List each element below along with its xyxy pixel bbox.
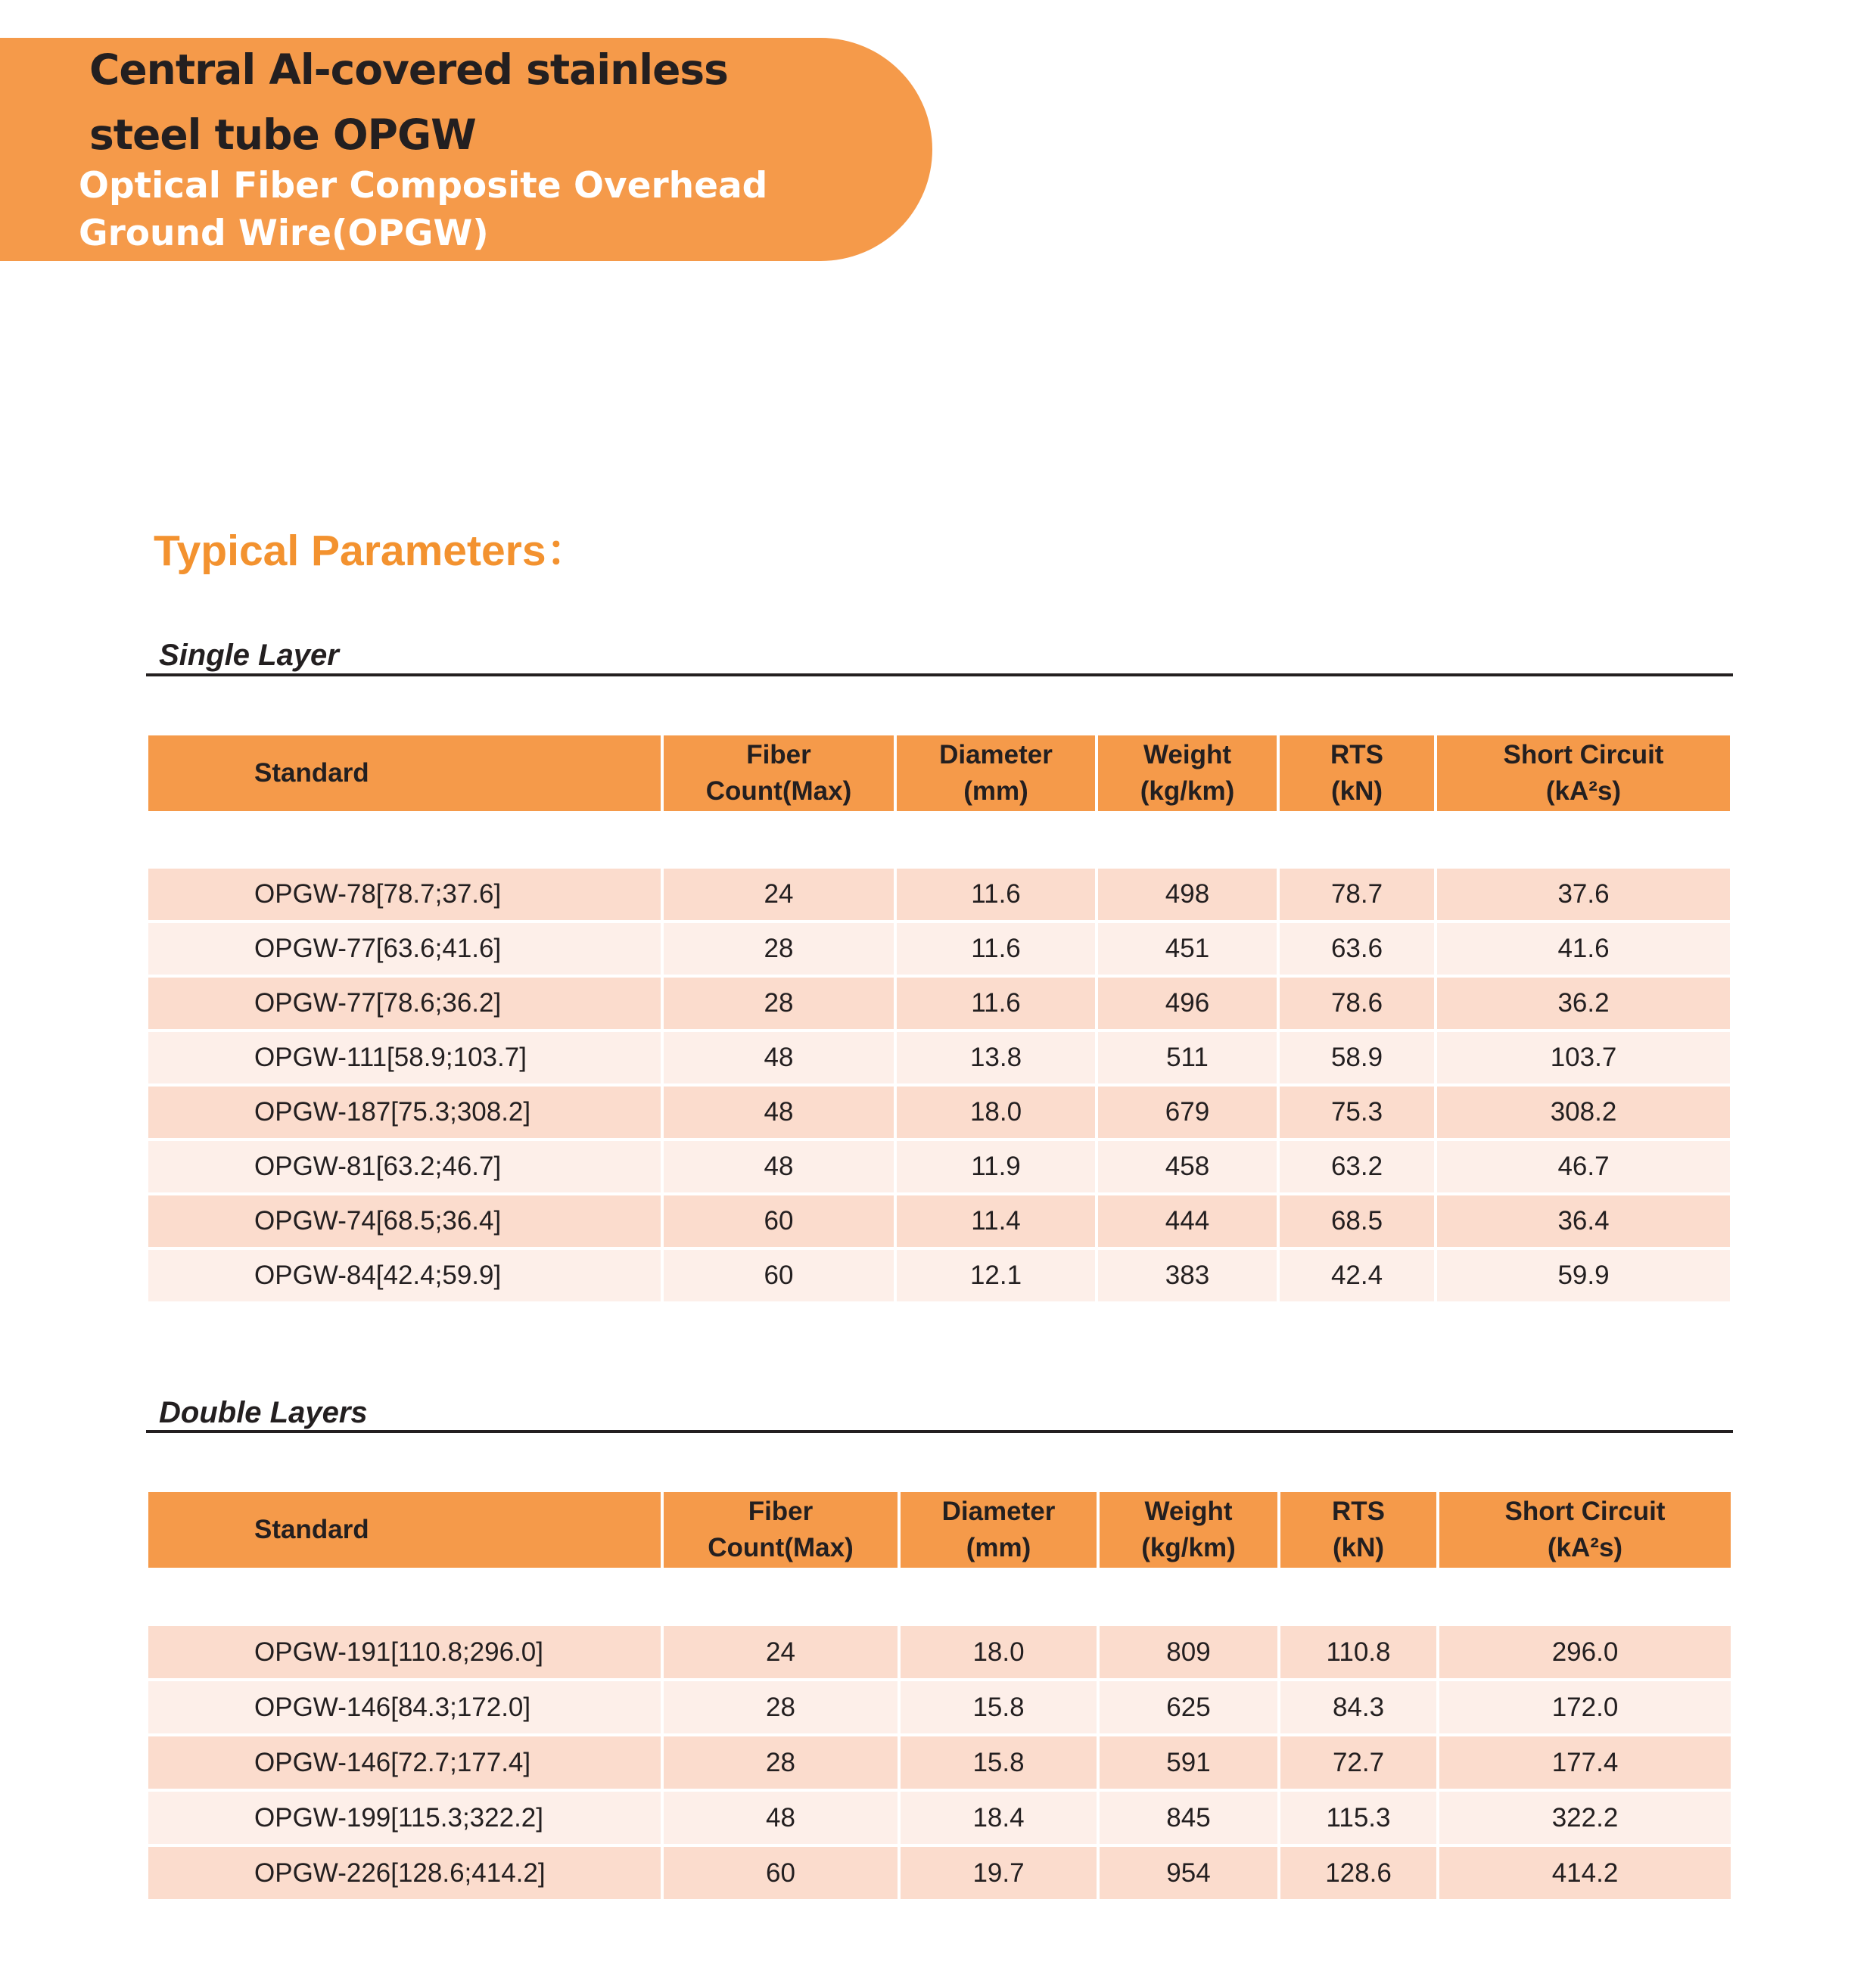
- cell-fiber-count: 48: [664, 1141, 894, 1192]
- table-row: [148, 1847, 1731, 1899]
- cell-short-circuit: 37.6: [1437, 869, 1730, 920]
- cell-diameter: 15.8: [901, 1736, 1097, 1789]
- cell-rts: 68.5: [1280, 1195, 1434, 1247]
- table-header-row: [148, 1492, 1731, 1568]
- double-layers-rule: [146, 1430, 1733, 1433]
- page-subtitle-line-2: Ground Wire(OPGW): [79, 213, 489, 254]
- cell-rts: 78.6: [1280, 978, 1434, 1029]
- cell-diameter: 11.4: [897, 1195, 1095, 1247]
- column-header-standard: Standard: [148, 1492, 661, 1568]
- single-layer-title: Single Layer: [159, 639, 339, 672]
- cell-diameter: 18.0: [901, 1626, 1097, 1678]
- cell-short-circuit: 36.2: [1437, 978, 1730, 1029]
- cell-weight: 451: [1098, 923, 1277, 975]
- cell-short-circuit: 414.2: [1439, 1847, 1731, 1899]
- column-header-rts: RTS (kN): [1280, 1492, 1436, 1568]
- column-header-rts: RTS (kN): [1280, 735, 1434, 811]
- table-row: [148, 869, 1730, 920]
- cell-standard: OPGW-226[128.6;414.2]: [148, 1847, 661, 1899]
- cell-diameter: 11.6: [897, 978, 1095, 1029]
- table-row: [148, 923, 1730, 975]
- cell-fiber-count: 28: [664, 1681, 898, 1733]
- cell-short-circuit: 41.6: [1437, 923, 1730, 975]
- single-layer-rows: [148, 814, 1730, 1301]
- cell-diameter: 11.6: [897, 869, 1095, 920]
- page-subtitle-line-1: Optical Fiber Composite Overhead: [79, 165, 768, 207]
- cell-weight: 625: [1100, 1681, 1277, 1733]
- table-row: [148, 1681, 1731, 1733]
- column-header-diameter: Diameter (mm): [901, 1492, 1097, 1568]
- cell-standard: OPGW-84[42.4;59.9]: [148, 1250, 661, 1301]
- cell-diameter: 15.8: [901, 1681, 1097, 1733]
- cell-rts: 75.3: [1280, 1087, 1434, 1138]
- cell-rts: 63.2: [1280, 1141, 1434, 1192]
- column-header-diameter: Diameter (mm): [897, 735, 1095, 811]
- cell-standard: OPGW-191[110.8;296.0]: [148, 1626, 661, 1678]
- cell-short-circuit: 296.0: [1439, 1626, 1731, 1678]
- table-row: [148, 978, 1730, 1029]
- cell-diameter: 11.6: [897, 923, 1095, 975]
- cell-fiber-count: 48: [664, 1032, 894, 1083]
- cell-rts: 72.7: [1280, 1736, 1436, 1789]
- cell-fiber-count: 60: [664, 1250, 894, 1301]
- cell-diameter: 12.1: [897, 1250, 1095, 1301]
- cell-rts: 58.9: [1280, 1032, 1434, 1083]
- cell-short-circuit: 308.2: [1437, 1087, 1730, 1138]
- cell-standard: OPGW-146[84.3;172.0]: [148, 1681, 661, 1733]
- cell-standard: OPGW-74[68.5;36.4]: [148, 1195, 661, 1247]
- table-header-row: [148, 735, 1730, 811]
- cell-fiber-count: 28: [664, 978, 894, 1029]
- cell-short-circuit: 322.2: [1439, 1792, 1731, 1844]
- header-spacer-cell: [148, 814, 1730, 866]
- cell-rts: 42.4: [1280, 1250, 1434, 1301]
- cell-fiber-count: 24: [664, 869, 894, 920]
- cell-short-circuit: 177.4: [1439, 1736, 1731, 1789]
- cell-rts: 63.6: [1280, 923, 1434, 975]
- cell-standard: OPGW-81[63.2;46.7]: [148, 1141, 661, 1192]
- column-header-weight: Weight (kg/km): [1100, 1492, 1277, 1568]
- cell-fiber-count: 28: [664, 923, 894, 975]
- double-layers-rows: [148, 1571, 1731, 1899]
- single-layer-rule: [146, 673, 1733, 676]
- cell-fiber-count: 60: [664, 1847, 898, 1899]
- cell-weight: 444: [1098, 1195, 1277, 1247]
- cell-fiber-count: 48: [664, 1792, 898, 1844]
- typical-parameters-heading: Typical Parameters：: [154, 527, 590, 575]
- cell-fiber-count: 28: [664, 1736, 898, 1789]
- cell-short-circuit: 36.4: [1437, 1195, 1730, 1247]
- cell-weight: 458: [1098, 1141, 1277, 1192]
- column-header-weight: Weight (kg/km): [1098, 735, 1277, 811]
- single-layer-table: [145, 732, 1733, 1304]
- cell-diameter: 18.4: [901, 1792, 1097, 1844]
- cell-rts: 115.3: [1280, 1792, 1436, 1844]
- cell-fiber-count: 60: [664, 1195, 894, 1247]
- cell-weight: 679: [1098, 1087, 1277, 1138]
- table-row: [148, 1032, 1730, 1083]
- table-row: [148, 1087, 1730, 1138]
- cell-short-circuit: 46.7: [1437, 1141, 1730, 1192]
- table-row: [148, 1195, 1730, 1247]
- cell-rts: 128.6: [1280, 1847, 1436, 1899]
- cell-weight: 498: [1098, 869, 1277, 920]
- cell-diameter: 18.0: [897, 1087, 1095, 1138]
- column-header-standard: Standard: [148, 735, 661, 811]
- header-spacer: [148, 814, 1730, 866]
- cell-standard: OPGW-187[75.3;308.2]: [148, 1087, 661, 1138]
- cell-short-circuit: 172.0: [1439, 1681, 1731, 1733]
- cell-weight: 591: [1100, 1736, 1277, 1789]
- column-header-short-circuit: Short Circuit (kA²s): [1437, 735, 1730, 811]
- cell-standard: OPGW-77[63.6;41.6]: [148, 923, 661, 975]
- table-row: [148, 1792, 1731, 1844]
- cell-standard: OPGW-78[78.7;37.6]: [148, 869, 661, 920]
- column-header-fiber-count: Fiber Count(Max): [664, 1492, 898, 1568]
- cell-rts: 84.3: [1280, 1681, 1436, 1733]
- cell-weight: 511: [1098, 1032, 1277, 1083]
- cell-weight: 383: [1098, 1250, 1277, 1301]
- header-spacer-cell: [148, 1571, 1731, 1623]
- table-row: [148, 1626, 1731, 1678]
- column-header-fiber-count: Fiber Count(Max): [664, 735, 894, 811]
- cell-fiber-count: 24: [664, 1626, 898, 1678]
- header-spacer: [148, 1571, 1731, 1623]
- cell-rts: 78.7: [1280, 869, 1434, 920]
- cell-standard: OPGW-146[72.7;177.4]: [148, 1736, 661, 1789]
- cell-standard: OPGW-77[78.6;36.2]: [148, 978, 661, 1029]
- cell-diameter: 11.9: [897, 1141, 1095, 1192]
- cell-standard: OPGW-199[115.3;322.2]: [148, 1792, 661, 1844]
- column-header-short-circuit: Short Circuit (kA²s): [1439, 1492, 1731, 1568]
- page-title-line-1: Central Al-covered stainless: [89, 45, 728, 94]
- table-row: [148, 1250, 1730, 1301]
- double-layers-title: Double Layers: [159, 1396, 368, 1429]
- page-title-line-2: steel tube OPGW: [89, 110, 476, 159]
- cell-diameter: 13.8: [897, 1032, 1095, 1083]
- table-row: [148, 1141, 1730, 1192]
- cell-fiber-count: 48: [664, 1087, 894, 1138]
- cell-weight: 954: [1100, 1847, 1277, 1899]
- double-layers-table: [145, 1489, 1734, 1902]
- cell-weight: 845: [1100, 1792, 1277, 1844]
- cell-weight: 496: [1098, 978, 1277, 1029]
- cell-rts: 110.8: [1280, 1626, 1436, 1678]
- cell-diameter: 19.7: [901, 1847, 1097, 1899]
- table-row: [148, 1736, 1731, 1789]
- cell-standard: OPGW-111[58.9;103.7]: [148, 1032, 661, 1083]
- cell-short-circuit: 103.7: [1437, 1032, 1730, 1083]
- cell-weight: 809: [1100, 1626, 1277, 1678]
- cell-short-circuit: 59.9: [1437, 1250, 1730, 1301]
